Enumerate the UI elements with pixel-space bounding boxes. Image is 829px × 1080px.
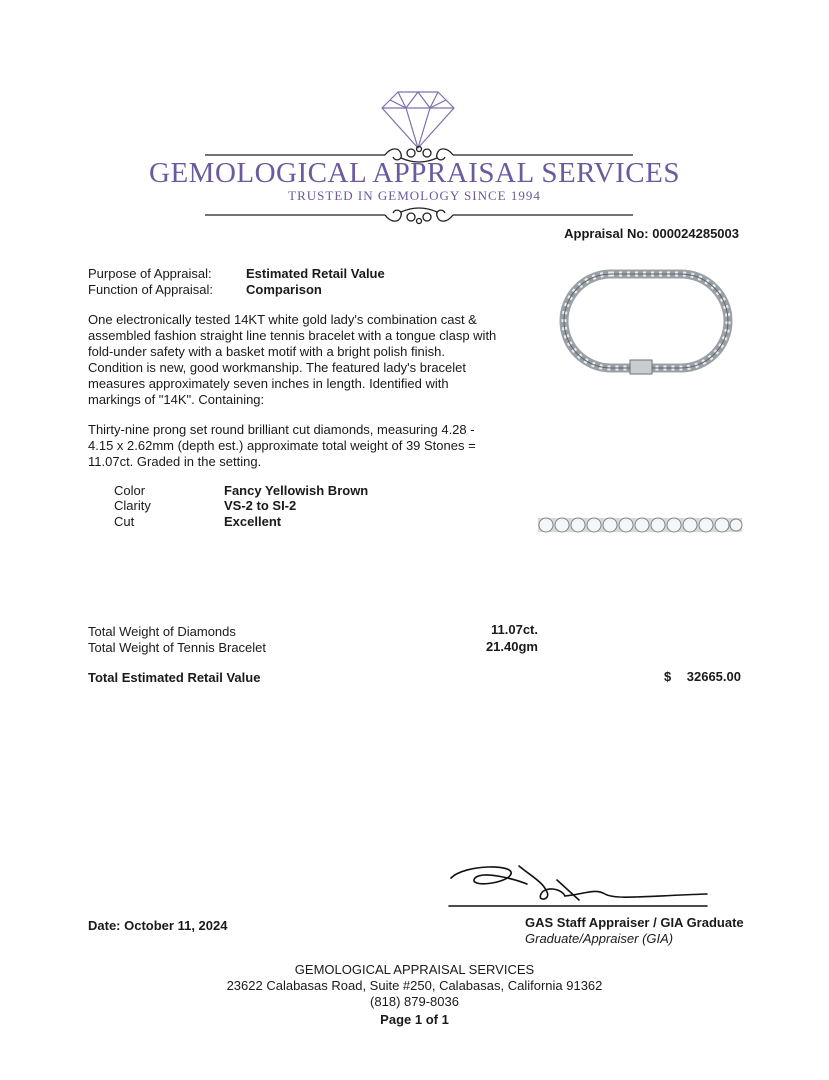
grade-value-clarity: VS-2 to SI-2 <box>224 498 297 513</box>
bottom-ornament-divider <box>205 204 633 226</box>
stones-description: Thirty-nine prong set round brilliant cut diamonds, measuring 4.28 - 4.15 x 2.62mm (depth est.) approximate total weight of 39 Stones = 11.07ct. Graded in the setting. <box>88 422 476 469</box>
page-number: Page 1 of 1 <box>380 1012 449 1027</box>
purpose-label: Purpose of Appraisal: <box>88 266 212 281</box>
grade-label-color: Color <box>114 483 146 498</box>
grade-value-cut: Excellent <box>224 514 282 529</box>
grade-label-cut: Cut <box>114 514 135 529</box>
total-retail-value-label: Total Estimated Retail Value <box>88 670 261 685</box>
signatory-title: Graduate/Appraiser (GIA) <box>525 931 674 946</box>
total-label-diamonds: Total Weight of Diamonds <box>88 624 236 639</box>
footer-address: 23622 Calabasas Road, Suite #250, Calabasas, California 91362 <box>226 978 603 993</box>
handwritten-signature <box>445 858 715 914</box>
function-label: Function of Appraisal: <box>88 282 214 297</box>
bracelet-oval-photo <box>556 266 736 376</box>
company-tagline: TRUSTED IN GEMOLOGY SINCE 1994 <box>288 188 541 203</box>
total-label-bracelet: Total Weight of Tennis Bracelet <box>88 640 267 655</box>
appraisal-number: Appraisal No: 000024285003 <box>564 226 739 241</box>
grade-label-clarity: Clarity <box>114 498 151 513</box>
item-description: One electronically tested 14KT white gold lady's combination cast & assembled fashion straight line tennis bracelet with a tongue clasp with fold-under safety with a basket motif with a bright polish finish. Condition is new, good workmanship. The featured lady's bracelet measures approximately seven inches in length. Identified with markings of "14K". Containing: <box>88 312 497 407</box>
total-value-diamonds: 11.07ct. <box>491 622 538 637</box>
diamond-logo-icon <box>378 88 458 150</box>
purpose-value: Estimated Retail Value <box>246 266 385 281</box>
grade-value-color: Fancy Yellowish Brown <box>224 483 369 498</box>
footer-phone: (818) 879-8036 <box>370 994 459 1009</box>
appraisal-date: Date: October 11, 2024 <box>88 918 228 933</box>
footer-company: GEMOLOGICAL APPRAISAL SERVICES <box>294 962 535 977</box>
function-value: Comparison <box>246 282 322 297</box>
bracelet-closeup-photo <box>536 508 744 540</box>
signatory-name: GAS Staff Appraiser / GIA Graduate <box>525 915 744 930</box>
total-retail-value-currency: $ <box>664 669 672 684</box>
total-value-bracelet: 21.40gm <box>485 639 538 654</box>
company-name-heading: GEMOLOGICAL APPRAISAL SERVICES <box>149 157 680 189</box>
total-retail-value: 32665.00 <box>686 669 741 684</box>
